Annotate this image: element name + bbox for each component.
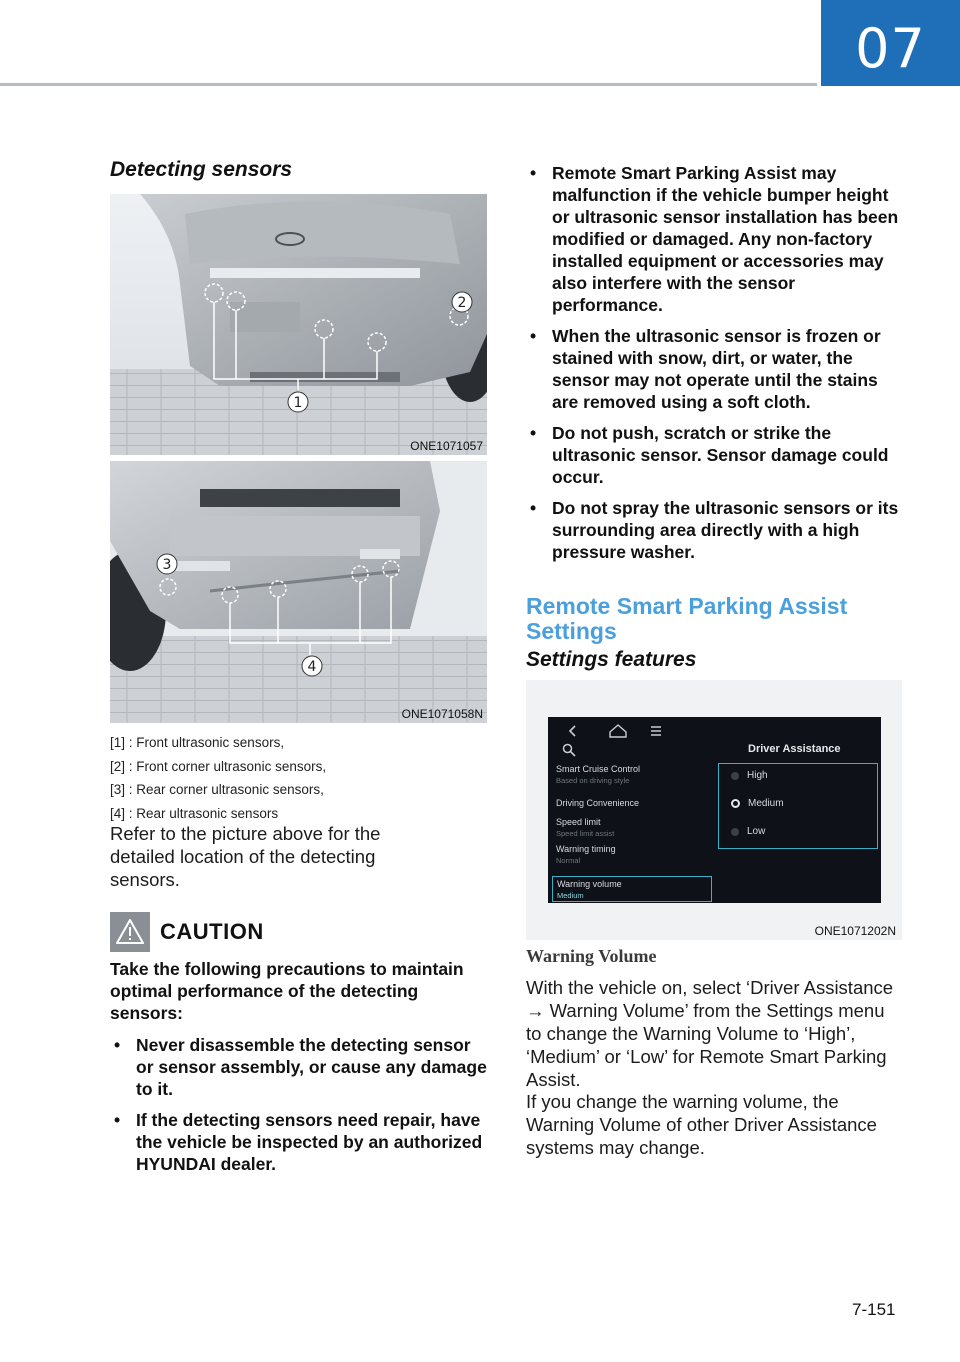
- radio-selected-icon: [731, 799, 740, 808]
- warning-triangle-icon: [110, 912, 150, 952]
- back-icon: [570, 726, 575, 736]
- caution-bullet: • When the ultrasonic sensor is frozen or stained with snow, dirt, or water, the sensor may not operate until the stains are removed using a soft cloth.: [526, 325, 906, 413]
- caution-bullet: • Never disassemble the detecting sensor or sensor assembly, or cause any damage to it.: [110, 1034, 490, 1100]
- caution-bullets: [110, 1034, 490, 1175]
- screen-title: Driver Assistance: [748, 743, 841, 755]
- legend-item: [2] : Front corner ultrasonic sensors,: [110, 758, 327, 774]
- search-icon[interactable]: [562, 743, 576, 757]
- rear-label-4: 4: [307, 659, 317, 675]
- caution-intro: Take the following precautions to maintain optimal performance of the detecting sensors:: [110, 959, 464, 1023]
- caution-body: [110, 958, 490, 1184]
- front-car-illustration: [110, 194, 487, 455]
- home-icon: [610, 725, 626, 737]
- menu-item-smart-cruise[interactable]: Smart Cruise Control Based on driving style: [556, 764, 641, 785]
- screen-topbar: [566, 723, 676, 739]
- caution-bullet: • Do not spray the ultrasonic sensors or its surrounding area directly with a high pressure washer.: [526, 497, 906, 563]
- volume-options-panel: [718, 763, 878, 849]
- option-low[interactable]: Low: [731, 826, 765, 837]
- menu-item-speed-limit[interactable]: Speed limit Speed limit assist: [556, 817, 615, 838]
- caution-bullet: • Remote Smart Parking Assist may malfunction if the vehicle bumper height or ultrasonic sensor installation has been modified or damaged. Any non-factory installed equipment or accessories may also interfere with the sensor performance.: [526, 162, 906, 316]
- chapter-tab: 07: [821, 0, 960, 86]
- option-high[interactable]: High: [731, 770, 768, 781]
- section-heading: Remote Smart Parking Assist Settings: [526, 593, 848, 644]
- section-title: Detecting sensors: [110, 158, 293, 181]
- header-rule: [0, 83, 817, 86]
- warning-volume-paragraph-2: If you change the warning volume, the Warning Volume of other Driver Assistance systems may change.: [526, 1091, 877, 1158]
- screen-menu: [556, 764, 706, 900]
- menu-item-driving-convenience[interactable]: Driving Convenience: [556, 798, 640, 808]
- caution-bullet: • Do not push, scratch or strike the ultrasonic sensor. Sensor damage could occur.: [526, 422, 906, 488]
- warning-volume-paragraph-1: With the vehicle on, select ‘Driver Assistance → Warning Volume’ from the Settings menu to change the Warning Volume to ‘High’, ‘Medium’ or ‘Low’ for Remote Smart Parking Assist.: [526, 977, 894, 1090]
- legend-item: [1] : Front ultrasonic sensors,: [110, 735, 285, 750]
- menu-icon: [651, 727, 661, 735]
- rear-label-3: 3: [162, 557, 172, 573]
- rear-figure-caption: ONE1071058N: [401, 707, 483, 721]
- menu-item-warning-volume[interactable]: Warning volume Medium: [552, 876, 712, 902]
- front-label-2: 2: [457, 295, 467, 311]
- radio-icon: [731, 772, 739, 780]
- caution-label: CAUTION: [160, 919, 264, 944]
- caution-header: [110, 912, 264, 952]
- front-figure-caption: ONE1071057: [410, 439, 483, 453]
- legend-item: [4] : Rear ultrasonic sensors: [110, 805, 279, 821]
- option-medium[interactable]: Medium: [731, 798, 784, 809]
- right-caution-bullets: [526, 162, 906, 572]
- page-number: 7-151: [852, 1300, 896, 1319]
- menu-item-warning-timing[interactable]: Warning timing Normal: [556, 844, 616, 865]
- caution-bullet: • If the detecting sensors need repair, have the vehicle be inspected by an authorized HYUNDAI dealer.: [110, 1109, 490, 1175]
- front-label-1: 1: [293, 395, 303, 411]
- front-sensor-figure: [110, 194, 487, 455]
- infotainment-screen: [548, 717, 881, 903]
- settings-screen-figure: [526, 680, 902, 940]
- rear-sensor-figure: [110, 461, 487, 723]
- legend-item: [3] : Rear corner ultrasonic sensors,: [110, 782, 324, 797]
- rear-car-illustration: [110, 461, 487, 723]
- warning-volume-title: Warning Volume: [526, 946, 657, 966]
- radio-icon: [731, 828, 739, 836]
- refer-paragraph: Refer to the picture above for the detailed location of the detecting sensors.: [110, 823, 381, 890]
- subsection-heading: Settings features: [526, 648, 697, 671]
- sensor-legend: [110, 731, 490, 825]
- screen-figure-caption: ONE1071202N: [814, 924, 896, 938]
